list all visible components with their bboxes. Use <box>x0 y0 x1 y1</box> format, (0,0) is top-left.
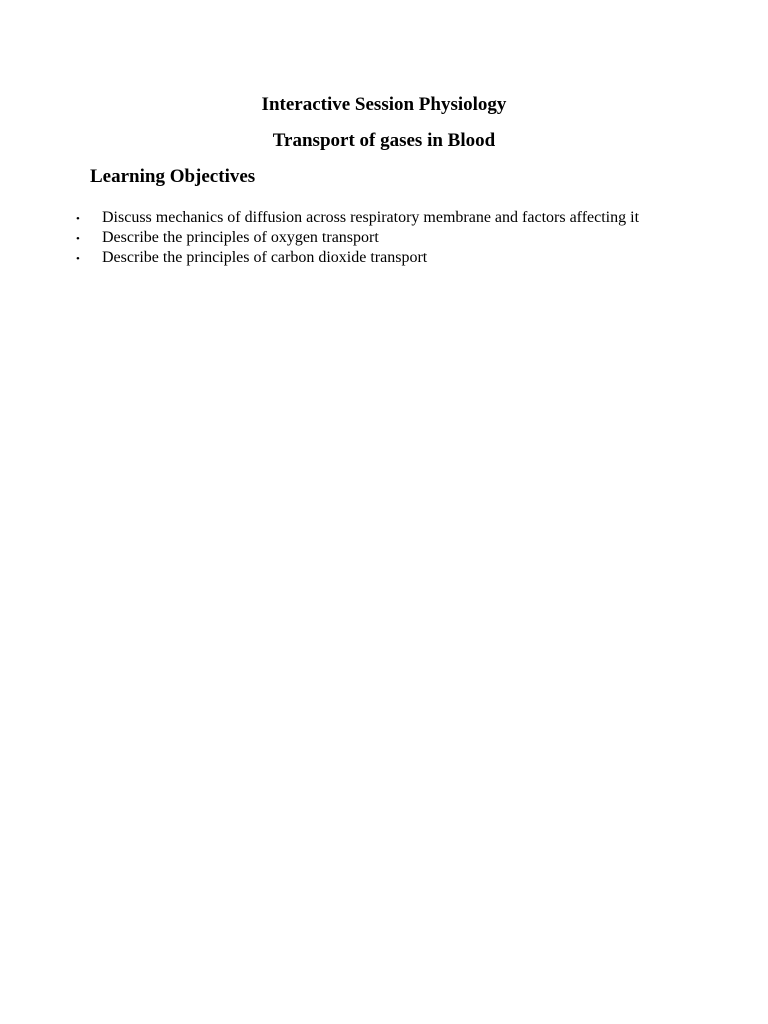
objective-text: Describe the principles of carbon dioxide transport <box>102 249 428 266</box>
list-item <box>76 208 736 228</box>
bullet-icon: • <box>76 213 80 225</box>
bullet-icon: • <box>76 233 80 245</box>
bullet-icon: • <box>76 253 80 265</box>
objective-text: Describe the principles of oxygen transport <box>102 229 379 246</box>
document-subtitle: Transport of gases in Blood <box>272 130 496 151</box>
section-heading-learning-objectives: Learning Objectives <box>90 166 256 187</box>
learning-objectives-list <box>76 208 736 268</box>
list-item <box>76 228 736 248</box>
list-item <box>76 248 736 268</box>
objective-text: Discuss mechanics of diffusion across respiratory membrane and factors affecting it <box>102 209 640 226</box>
document-title: Interactive Session Physiology <box>261 94 507 115</box>
